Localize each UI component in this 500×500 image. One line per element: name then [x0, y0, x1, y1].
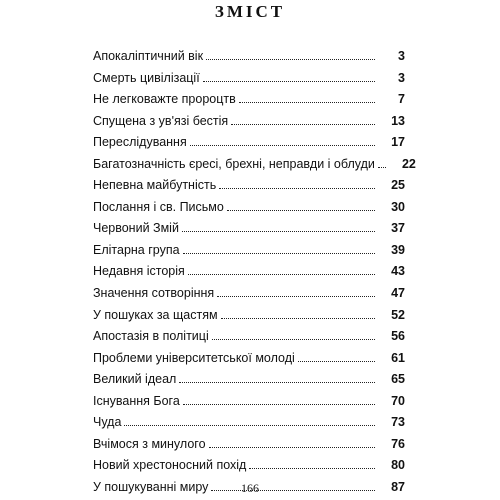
toc-entry: [93, 156, 416, 178]
toc-entry-page: 52: [391, 307, 405, 322]
toc-entry-title: Існування Бога: [93, 393, 180, 408]
toc-entry: [93, 371, 405, 393]
toc-entry-title: Значення сотворіння: [93, 286, 215, 301]
toc-entry: [93, 242, 405, 264]
toc-entry-title: Новий хрестоносний похід: [93, 458, 247, 473]
page-number: 166: [241, 481, 259, 495]
page-title: ЗМІСТ: [214, 2, 286, 21]
toc-entry-page: 65: [391, 372, 405, 387]
toc-entry-page: 70: [391, 393, 405, 408]
toc-entry: [93, 134, 405, 156]
dot-leader: [227, 210, 375, 211]
dot-leader: [124, 425, 375, 426]
toc-entry: [93, 199, 405, 221]
toc-entry: [93, 414, 405, 436]
toc-entry-page: 80: [391, 458, 405, 473]
toc-entry: [93, 177, 405, 199]
toc-entry-page: 25: [391, 178, 405, 193]
toc-entry: [93, 393, 405, 415]
toc-entry-title: У пошукуванні миру: [93, 479, 209, 494]
toc-entry-page: 61: [391, 350, 405, 365]
toc-entry-page: 47: [391, 286, 405, 301]
table-of-contents: [93, 48, 416, 500]
dot-leader: [378, 167, 386, 168]
toc-entry-page: 87: [391, 479, 405, 494]
dot-leader: [209, 447, 375, 448]
toc-entry-title: Багатозначність єресі, брехні, неправди і облуди: [93, 156, 375, 171]
toc-entry-page: 30: [391, 199, 405, 214]
toc-entry-page: 22: [401, 156, 416, 171]
toc-entry-page: 17: [391, 135, 405, 150]
dot-leader: [298, 361, 375, 362]
dot-leader: [188, 274, 375, 275]
toc-entry: [93, 436, 405, 458]
dot-leader: [221, 318, 375, 319]
dot-leader: [182, 231, 375, 232]
toc-entry-page: 3: [398, 70, 405, 85]
toc-entry-page: 13: [391, 113, 405, 128]
toc-entry-title: Спущена з ув'язі бестія: [93, 113, 229, 128]
toc-entry: [93, 70, 405, 92]
toc-entry-title: Проблеми університетської молоді: [93, 350, 295, 365]
toc-entry-title: Червоний Змій: [93, 221, 179, 236]
toc-entry: [93, 457, 405, 479]
dot-leader: [239, 102, 375, 103]
toc-entry-page: 3: [398, 49, 405, 63]
dot-leader: [212, 339, 375, 340]
toc-entry-page: 56: [391, 329, 405, 344]
toc-entry-page: 43: [391, 264, 405, 279]
toc-entry-title: Не легковажте пророцтв: [93, 92, 236, 107]
toc-entry-title: Непевна майбутність: [93, 178, 217, 193]
dot-leader: [183, 253, 375, 254]
toc-entry: [93, 263, 405, 285]
toc-entry-page: 39: [391, 242, 405, 257]
dot-leader: [183, 404, 375, 405]
toc-entry: [93, 220, 405, 242]
dot-leader: [190, 145, 375, 146]
dot-leader: [219, 188, 375, 189]
toc-entry-title: Апостазія в політиці: [93, 329, 209, 344]
toc-entry-title: Послання і св. Письмо: [93, 199, 224, 214]
toc-entry: [93, 48, 405, 70]
toc-entry-title: Апокаліптичний вік: [93, 49, 204, 63]
toc-entry-title: Смерть цивілізації: [93, 70, 200, 85]
toc-entry-title: Вчімося з минулого: [93, 436, 206, 451]
dot-leader: [206, 59, 375, 60]
toc-entry: [93, 307, 405, 329]
toc-entry: [93, 285, 405, 307]
dot-leader: [179, 382, 375, 383]
toc-entry-title: Елітарна група: [93, 242, 180, 257]
toc-entry: [93, 328, 405, 350]
dot-leader: [203, 81, 375, 82]
toc-entry-page: 37: [391, 221, 405, 236]
toc-entry-title: Переслідування: [93, 135, 187, 150]
toc-entry: [93, 91, 405, 113]
dot-leader: [249, 468, 375, 469]
toc-entry: [93, 350, 405, 372]
toc-entry: [93, 113, 405, 135]
toc-entry-title: Великий ідеал: [93, 372, 177, 387]
toc-entry-title: У пошуках за щастям: [93, 307, 218, 322]
toc-entry-title: Чуда: [93, 415, 122, 430]
dot-leader: [217, 296, 375, 297]
dot-leader: [231, 124, 375, 125]
toc-entry-title: Недавня історія: [93, 264, 185, 279]
toc-entry-page: 76: [391, 436, 405, 451]
toc-entry-page: 7: [398, 92, 405, 107]
toc-entry-page: 73: [391, 415, 405, 430]
